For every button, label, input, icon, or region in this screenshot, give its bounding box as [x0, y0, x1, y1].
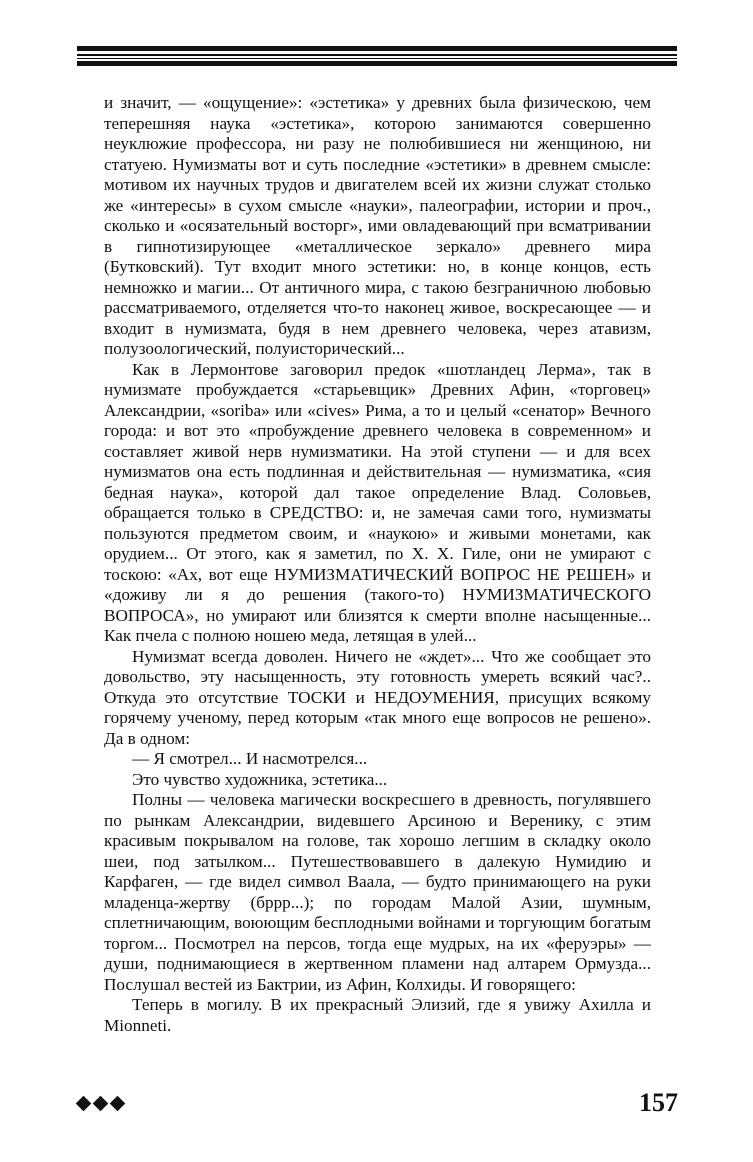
paragraph: Полны — человека магически воскресшего в древность, погулявшего по рынкам Александрии, видевшего Арсиною и Веренику, с этим красивым покрывалом на голове, так хорошо легшим в складку около шеи, под затылком... Путешествовавшего в далекую Нумидию и Карфаген, — где видел символ Ваала, — будто принимающего на руки младенца-жертву (бррр...); по городам Малой Азии, шумным, сплетничающим, воюющим бесплодными войнами и торгующим богатым торгом... Посмотрел на персов, тогда еще мудрых, на их «феруэры» — души, поднимающиеся в жертвенном пламени над алтарем Ормузда... Послушал вестей из Бактрии, из Афин, Колхиды. И говорящего: — [104, 790, 651, 994]
diamond-icon — [110, 1096, 126, 1112]
header-rule — [77, 46, 677, 68]
paragraph: Теперь в могилу. В их прекрасный Элизий, где я увижу Ахилла и Mionneti. — [104, 995, 651, 1035]
diamond-icon — [93, 1096, 109, 1112]
paragraph: — Я смотрел... И насмотрелся... — [132, 749, 368, 768]
paragraph: Как в Лермонтове заговорил предок «шотландец Лерма», так в нумизмате пробуждается «старьевщик» Древних Афин, «торговец» Александрии, «soriba» или «cives» Рима, а то и целый «сенатор» Вечного города: и вот это «пробуждение древнего человека в современном» и составляет живой нерв нумизматики. На этой ступени — и для всех нумизматов она есть подлинная и действительная — нумизматика, «сия бедная наука», которой дал такое определение Влад. Соловьев, обращается только в СРЕДСТВО: и, не замечая сами того, нумизматы пользуются предметом своим, и «наукою» и живыми монетами, как орудием... От этого, как я заметил, по Х. Х. Гиле, они не умирают с тоскою: «Ах, вот еще НУМИЗМАТИЧЕСКИЙ ВОПРОС НЕ РЕШЕН» и «доживу ли я до решения (такого-то) НУМИЗМАТИЧЕСКОГО ВОПРОСА», но умирают или близятся к смерти вполне насыщенные... Как пчела с полною ношею меда, летящая в улей... — [104, 359, 651, 645]
paragraph: Нумизмат всегда доволен. Ничего не «ждет»... Что же сообщает это довольство, эту насыщенность, эту готовность умереть всякий час?.. Откуда это отсутствие ТОСКИ и НЕДОУМЕНИЯ, присущих всякому горячему ученому, перед которым «так много еще вопросов не решено». Да в одном: — [104, 646, 651, 748]
footer-ornament — [78, 1098, 127, 1109]
paragraph: Это чувство художника, эстетика... — [132, 769, 388, 789]
page-number: 157 — [639, 1088, 678, 1117]
diamond-icon — [76, 1096, 92, 1112]
paragraph: и значит, — «ощущение»: «эстетика» у древних была физическою, чем теперешняя наука «эстетика», которою занимаются совершенно неуклюжие профессора, ни разу не полюбившиеся ни женщиною, ни статуею. Нумизматы вот и суть последние «эстетики» в древнем смысле: мотивом их научных трудов и двигателем всей их жизни служат столько же «интересы» в сухом смысле «науки», палеографии, истории и проч., сколько и «осязательный восторг», ими овладевающий при всматривании в гипнотизирующее «металлическое зеркало» древнего мира (Бутковский). Тут входит много эстетики: но, в конце концов, есть немножко и магии... От античного мира, с такою безграничною любовью рассматриваемого, отделяется что-то наконец живое, воскресающее — и входит в нумизмата, будя в нем древнего человека, через атавизм, полузоологический, полуисторический... — [104, 93, 651, 358]
body-text — [104, 93, 651, 1036]
